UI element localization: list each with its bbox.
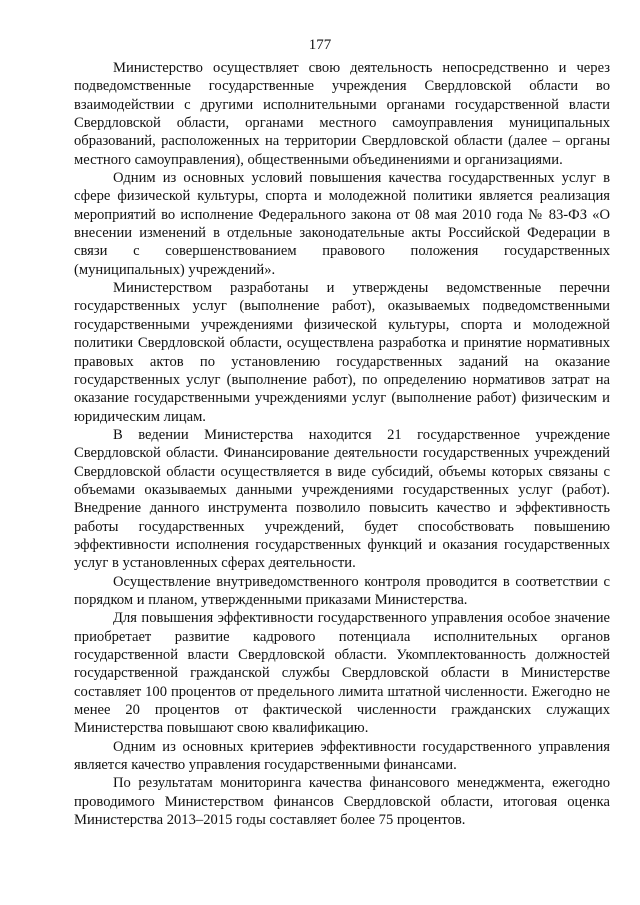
paragraph: По результатам мониторинга качества финансового менеджмента, ежегодно проводимого Министерством финансов Свердловской области, итоговая оценка Министерства 2013–2015 годы составляет более 75 процентов. — [74, 775, 610, 829]
document-body — [74, 59, 610, 829]
paragraph: Министерство осуществляет свою деятельность непосредственно и через подведомственные государственные учреждения Свердловской области во взаимодействии с другими исполнительными органами государственной власти Свердловской области, органами местного самоуправления муниципальных образований, расположенных на территории Свердловской области (далее – органы местного самоуправления), общественными объединениями и организациями. — [74, 60, 610, 168]
page-number: 177 — [308, 37, 332, 53]
paragraph: Осуществление внутриведомственного контроля проводится в соответствии с порядком и планом, утвержденными приказами Министерства. — [74, 573, 610, 608]
paragraph: Одним из основных условий повышения качества государственных услуг в сфере физической культуры, спорта и молодежной политики является реализация мероприятий во исполнение Федерального закона от 08 мая 2010 года № 83-ФЗ «О внесении изменений в отдельные законодательные акты Российской Федерации в связи с совершенствованием правового положения государственных (муниципальных) учреждений». — [74, 170, 610, 278]
paragraph: Министерством разработаны и утверждены ведомственные перечни государственных услуг (выполнение работ), оказываемых подведомственными государственными учреждениями физической культуры, спорта и молодежной политики Свердловской области, осуществлена разработка и принятие нормативных правовых актов по установлению государственных заданий на оказание государственных услуг (выполнение работ), по определению нормативов затрат на оказание государственными учреждениями услуг (выполнение работ) физическим и юридическим лицам. — [74, 280, 610, 425]
paragraph: В ведении Министерства находится 21 государственное учреждение Свердловской области. Финансирование деятельности государственных учреждений Свердловской области осуществляется в виде субсидий, объемы которых связаны с объемами оказываемых данными учреждениями государственных услуг (работ). Внедрение данного инструмента позволило повысить качество и эффективность работы государственных учреждений, будет способствовать повышению эффективности исполнения государственных функций и оказания государственных услуг в установленных сферах деятельности. — [74, 426, 610, 572]
paragraph: Одним из основных критериев эффективности государственного управления является качество управления государственными финансами. — [74, 738, 610, 774]
paragraph: Для повышения эффективности государственного управления особое значение приобретает развитие кадрового потенциала исполнительных органов государственной власти Свердловской области. Укомплектованность должностей государственной гражданской службы Свердловской области в Министерстве составляет 100 процентов от предельного лимита штатной численности. Ежегодно не менее 20 процентов от фактической численности гражданских служащих Министерства повышают свою квалификацию. — [74, 610, 610, 737]
